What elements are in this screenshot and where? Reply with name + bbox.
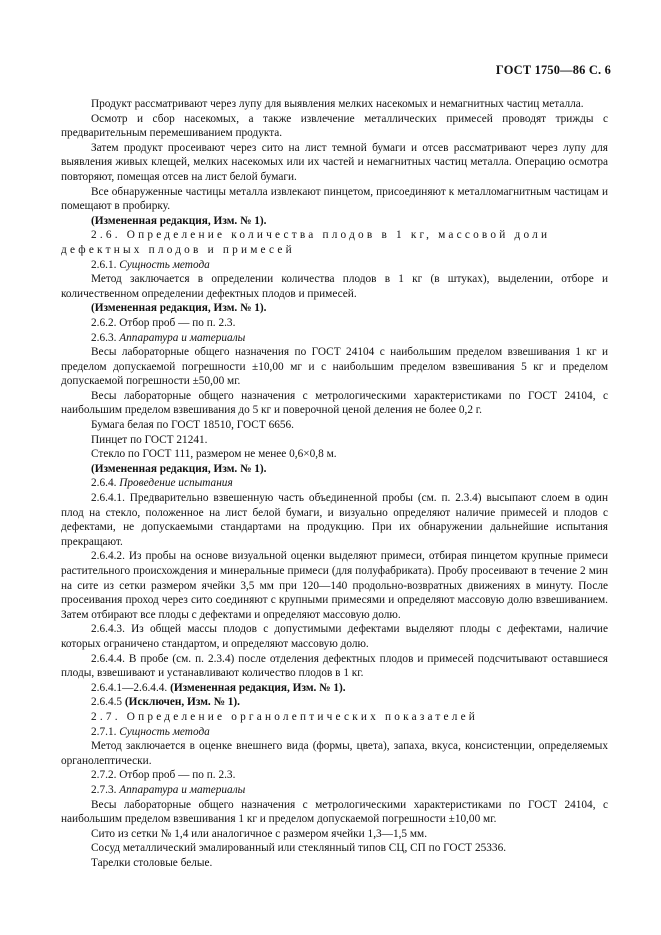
paragraph: Пинцет по ГОСТ 21241. [91, 433, 208, 446]
paragraph: 2.6.4.1. Предварительно взвешенную часть объединенной пробы (см. п. 2.3.4) высыпают слоем в один плод на стекло, положенное на лист белой бумаги, и визуально определяют наличие примесей и плодов с дефектами, не допускаемыми стандартами на продукцию. При их обнаружении дальнейшие испытания прекращают. [61, 492, 608, 548]
paragraph: Продукт рассматривают через лупу для выявления мелких насекомых и немагнитных частиц металла. [91, 98, 584, 110]
subsection-title: Сущность метода [119, 258, 210, 271]
subsection-number: 2.6.4. [91, 477, 117, 490]
page-header: ГОСТ 1750—86 С. 6 [495, 63, 611, 77]
paragraph: Сосуд металлический эмалированный или стеклянный типов СЦ, СП по ГОСТ 25336. [91, 842, 507, 855]
subsection-heading [61, 725, 608, 740]
subsection-heading [61, 783, 608, 798]
subsection-number: 2.6.1. [91, 258, 117, 271]
subsection-title: Проведение испытания [119, 477, 233, 490]
paragraph: Затем продукт просеивают через сито на лист темной бумаги и отсев рассматривают через лупу для выявления живых клещей, мелких насекомых или их частей и немагнитных частиц металла. Операцию осмотра повторяют, помещая отсев на лист белой бумаги. [61, 141, 608, 183]
subsection-number: 2.7.1. [91, 725, 117, 738]
clause-number: 2.6.4.1—2.6.4.4. [91, 681, 168, 694]
subsection-title: Аппаратура и материалы [119, 783, 246, 796]
paragraph: 2.6.4.2. Из пробы на основе визуальной оценки выделяют примеси, отбирая пинцетом крупные примеси растительного происхождения и минеральные примеси (для полуфабриката). Пробу просеивают в течение 2 мин на сите из сетки размером ячейки 3,5 мм при 120—140 продольно-возвратных движениях в минуту. После просеивания проход через сито соединяют с крупными примесями и определяют массовую долю взвешиванием. Затем отбирают все плоды с дефектами и определяют массовую долю. [61, 550, 608, 621]
paragraph: Сито из сетки № 1,4 или аналогичное с размером ячейки 1,3—1,5 мм. [91, 827, 428, 840]
paragraph: Весы лабораторные общего назначения с метрологическими характеристиками по ГОСТ 24104, с наибольшим пределом взвешивания 1 кг и пределом допускаемой погрешности ±10,00 мг. [61, 798, 608, 826]
paragraph: 2.6.4.3. Из общей массы плодов с допустимыми дефектами выделяют плоды с дефектами, наличие которых ограничено стандартом, и определяют массовую долю. [61, 623, 608, 650]
paragraph: Метод заключается в определении количества плодов в 1 кг (в штуках), выделении, отборе и количественном определении дефектных плодов и примесей. [61, 273, 608, 300]
paragraph: Весы лабораторные общего назначения с метрологическими характеристиками по ГОСТ 24104, с наибольшим пределом взвешивания до 5 кг и поверочной ценой деления не более 0,2 г. [61, 389, 608, 417]
amendment-text: (Измененная редакция, Изм. № 1). [170, 681, 346, 694]
paragraph: Метод заключается в оценке внешнего вида (формы, цвета), запаха, вкуса, консистенции, определяемых органолептически. [61, 740, 608, 767]
amendment-note: (Измененная редакция, Изм. № 1). [91, 462, 267, 475]
paragraph: 2.6.4.4. В пробе (см. п. 2.3.4) после отделения дефектных плодов и примесей подсчитывают оставшиеся плоды, взвешивают и устанавливают количество плодов в 1 кг. [61, 652, 608, 680]
paragraph: Осмотр и сбор насекомых, а также извлечение металлических примесей проводят трижды с предварительным перемешиванием продукта. [61, 112, 608, 140]
paragraph: 2.6.2. Отбор проб — по п. 2.3. [91, 316, 236, 329]
subsection-heading [61, 331, 608, 346]
section-heading: 2.6. Определение количества плодов в 1 кг, массовой доли дефектных плодов и примесей [61, 229, 551, 256]
subsection-title: Аппаратура и материалы [119, 331, 246, 344]
subsection-heading [61, 258, 608, 273]
amendment-note [61, 695, 608, 710]
subsection-number: 2.6.3. [91, 331, 117, 344]
amendment-note: (Измененная редакция, Изм. № 1). [91, 302, 267, 315]
paragraph: Весы лабораторные общего назначения по ГОСТ 24104 с наибольшим пределом взвешивания 1 кг и пределом допускаемой погрешности ±10,00 мг и с наибольшим пределом взвешивания 5 кг и пределом допускаемой погрешности ±50,00 мг. [61, 346, 608, 388]
paragraph: Все обнаруженные частицы металла извлекают пинцетом, присоединяют к металломагнитным частицам и помещают в пробирку. [61, 185, 608, 213]
paragraph: Бумага белая по ГОСТ 18510, ГОСТ 6656. [91, 419, 294, 432]
amendment-note [61, 681, 608, 696]
clause-number: 2.6.4.5 [91, 696, 123, 709]
section-heading: 2.7. Определение органолептических показателей [91, 710, 479, 723]
subsection-title: Сущность метода [119, 725, 210, 738]
subsection-number: 2.7.3. [91, 783, 117, 796]
amendment-text: (Исключен, Изм. № 1). [124, 696, 240, 709]
paragraph: Тарелки столовые белые. [91, 856, 213, 869]
amendment-note: (Измененная редакция, Изм. № 1). [91, 214, 267, 227]
paragraph: 2.7.2. Отбор проб — по п. 2.3. [91, 769, 236, 782]
document-body [61, 97, 608, 870]
subsection-heading [61, 476, 608, 491]
paragraph: Стекло по ГОСТ 111, размером не менее 0,6×0,8 м. [91, 448, 337, 461]
